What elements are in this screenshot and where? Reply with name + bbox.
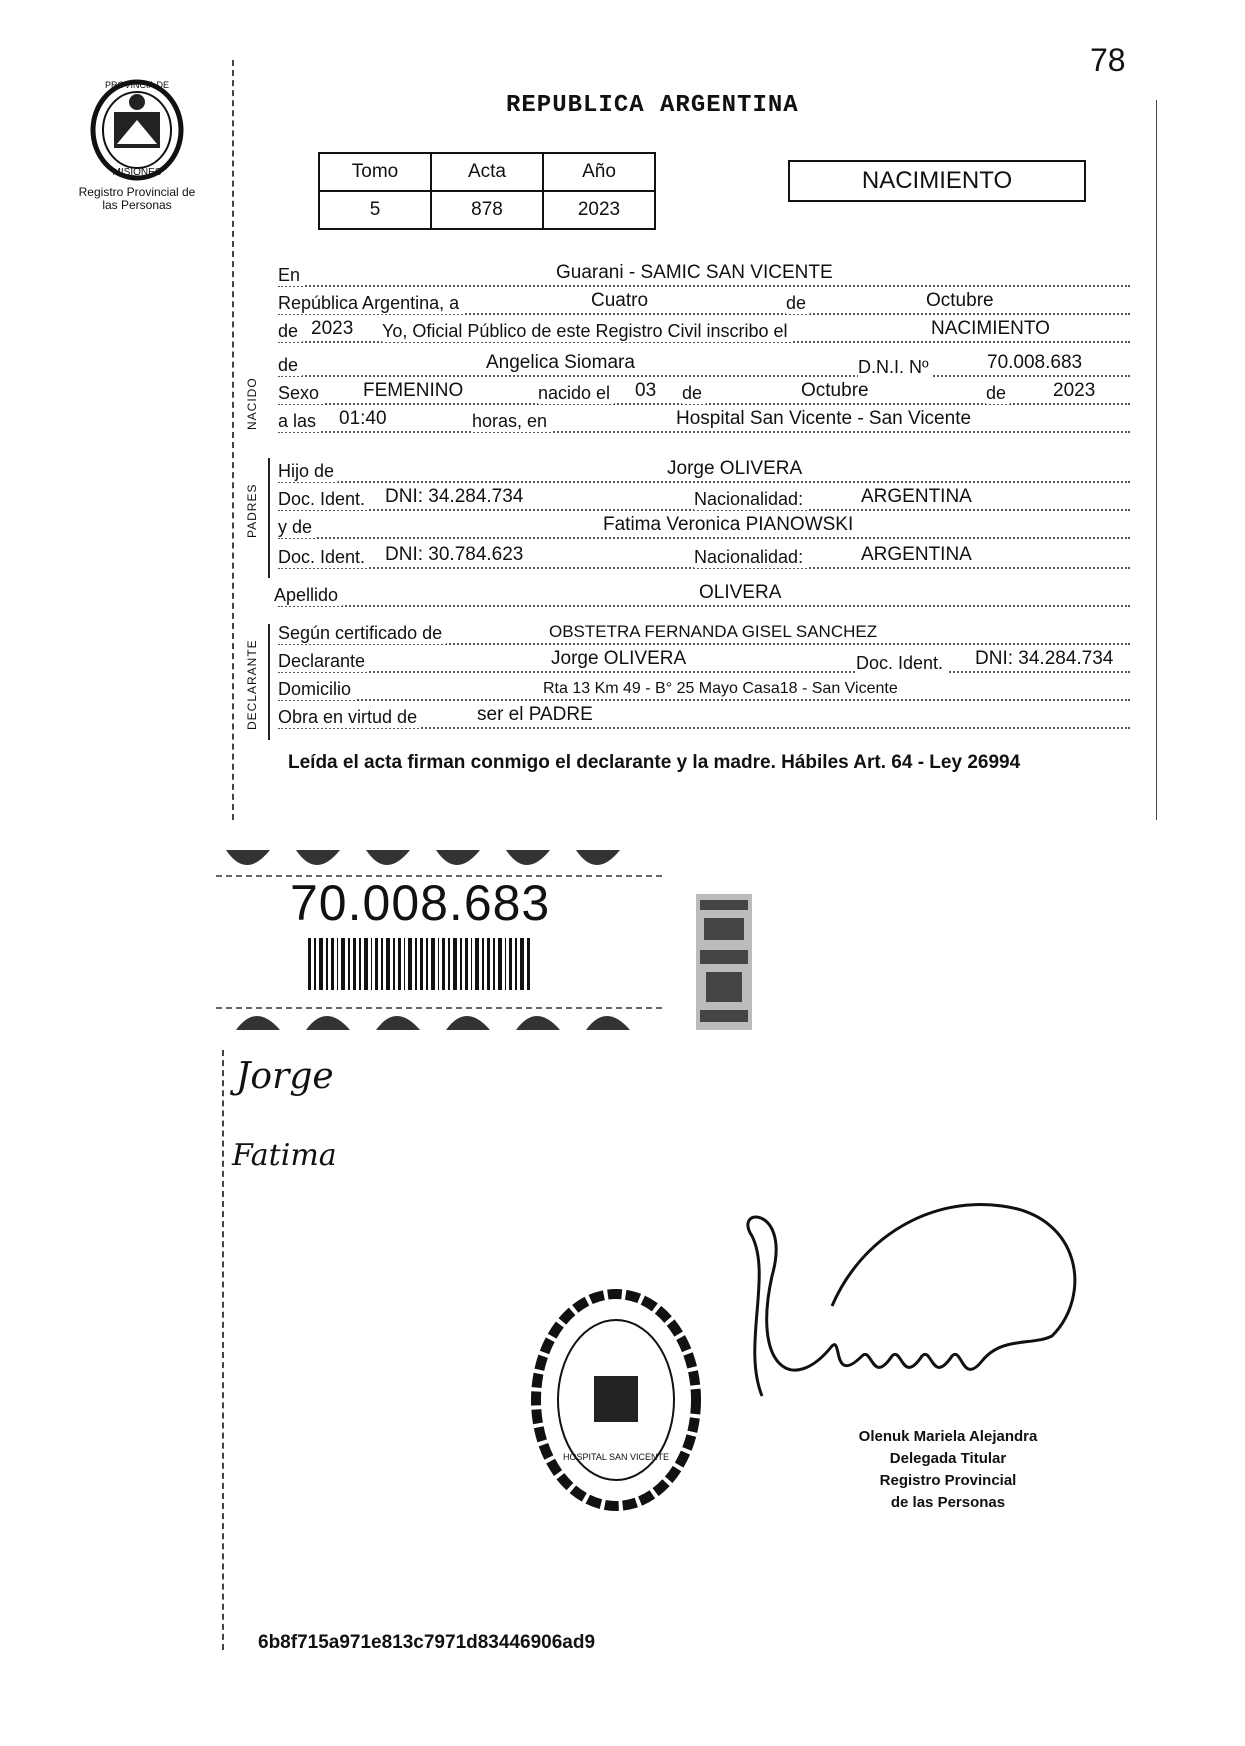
child-name-value: Angelica Siomara xyxy=(483,352,638,374)
row-republica xyxy=(278,290,1130,318)
child-dni-value: 70.008.683 xyxy=(984,352,1085,374)
doc-label-3: Doc. Ident. xyxy=(856,653,947,674)
official-seal-icon xyxy=(528,1284,704,1516)
row-sexo xyxy=(278,380,1130,408)
row-mother xyxy=(278,514,1130,542)
document-hash: 6b8f715a971e813c7971d83446906ad9 xyxy=(258,1632,596,1653)
official-signature-icon xyxy=(712,1196,1122,1440)
nacionalidad-label-2: Nacionalidad: xyxy=(694,547,807,568)
signature-declarante: Jorge xyxy=(236,1056,334,1097)
de-label-4: de xyxy=(682,383,706,404)
hijo-label: Hijo de xyxy=(278,461,338,482)
month-value: Octubre xyxy=(923,290,997,312)
row-dom xyxy=(278,680,1130,704)
row-name xyxy=(278,352,1130,380)
firmas-text: Leída el acta firman conmigo el declarante y la madre. Hábiles Art. 64 - Ley 26994 xyxy=(288,752,1021,773)
row-cert xyxy=(278,624,1130,648)
sexo-label: Sexo xyxy=(278,383,323,404)
row-hijo xyxy=(278,458,1130,486)
mother-doc-value: DNI: 30.784.623 xyxy=(382,544,526,566)
day-words-value: Cuatro xyxy=(588,290,651,312)
left-margin-line xyxy=(232,60,234,820)
row-en xyxy=(278,262,1130,290)
dni-label: D.N.I. Nº xyxy=(858,357,933,378)
yo-text: Yo, Oficial Público de este Registro Civil inscribo el xyxy=(382,321,792,342)
mother-value: Fatima Veronica PIANOWSKI xyxy=(600,514,856,536)
de-label-3: de xyxy=(278,355,302,376)
decl-value: Jorge OLIVERA xyxy=(548,648,689,670)
de-label-2: de xyxy=(278,321,302,342)
tomo-value: 5 xyxy=(319,191,431,229)
cert-label: Según certificado de xyxy=(278,623,446,644)
republica-label: República Argentina, a xyxy=(278,293,463,314)
en-label: En xyxy=(278,265,304,286)
row-mother-doc xyxy=(278,544,1130,572)
official-stamp-block xyxy=(828,1426,1068,1514)
dom-value: Rta 13 Km 49 - B° 25 Mayo Casa18 - San Vicente xyxy=(540,680,901,698)
decl-doc-value: DNI: 34.284.734 xyxy=(972,648,1116,670)
nacido-label: NACIDO xyxy=(245,377,259,430)
place-value: Guarani - SAMIC SAN VICENTE xyxy=(553,262,836,284)
obra-label: Obra en virtud de xyxy=(278,707,421,728)
right-margin-line xyxy=(1156,100,1157,820)
dom-label: Domicilio xyxy=(278,679,355,700)
apellido-label: Apellido xyxy=(274,585,342,606)
page-number: 78 xyxy=(1090,42,1126,78)
a-las-label: a las xyxy=(278,411,320,432)
acta-value: 878 xyxy=(431,191,543,229)
obra-value: ser el PADRE xyxy=(474,704,596,726)
mother-nat-value: ARGENTINA xyxy=(858,544,975,566)
row-yo xyxy=(278,318,1130,346)
official-role: Delegada Titular xyxy=(889,1450,1007,1467)
father-value: Jorge OLIVERA xyxy=(664,458,805,480)
reference-table xyxy=(318,152,656,230)
row-obra xyxy=(278,704,1130,732)
official-org-2: de las Personas xyxy=(890,1494,1006,1511)
row-hora xyxy=(278,408,1130,436)
year-value: 2023 xyxy=(308,318,356,340)
birth-day-value: 03 xyxy=(632,380,659,402)
row-father-doc xyxy=(278,486,1130,514)
record-type: NACIMIENTO xyxy=(788,160,1086,202)
doc-label: Doc. Ident. xyxy=(278,489,369,510)
father-nat-value: ARGENTINA xyxy=(858,486,975,508)
left-margin-line-lower xyxy=(222,1050,224,1650)
time-value: 01:40 xyxy=(336,408,390,430)
dni-bottom-border-icon xyxy=(216,1004,666,1034)
logo-caption: Registro Provincial de las Personas xyxy=(78,185,196,212)
doc-label-2: Doc. Ident. xyxy=(278,547,369,568)
svg-text:MISIONES: MISIONES xyxy=(112,167,162,178)
barcode-icon xyxy=(308,938,534,990)
padres-label: PADRES xyxy=(245,483,259,538)
de-label-5: de xyxy=(986,383,1010,404)
decl-label: Declarante xyxy=(278,651,369,672)
signature-madre: Fatima xyxy=(232,1138,337,1173)
header-tomo: Tomo xyxy=(319,153,431,191)
birth-month-value: Octubre xyxy=(798,380,872,402)
apellido-value: OLIVERA xyxy=(696,582,784,604)
dni-big-number: 70.008.683 xyxy=(290,875,551,931)
header-ano: Año xyxy=(543,153,655,191)
ano-value: 2023 xyxy=(543,191,655,229)
de-label: de xyxy=(786,293,810,314)
y-de-label: y de xyxy=(278,517,316,538)
birth-place-value: Hospital San Vicente - San Vicente xyxy=(673,408,974,430)
svg-text:PROVINCIA DE: PROVINCIA DE xyxy=(104,80,170,90)
page-title: REPUBLICA ARGENTINA xyxy=(506,92,799,119)
event-value: NACIMIENTO xyxy=(928,318,1053,340)
sexo-value: FEMENINO xyxy=(360,380,466,402)
provincial-seal-icon xyxy=(82,72,192,182)
row-apellido xyxy=(274,582,1130,610)
registry-logo xyxy=(72,72,202,212)
father-doc-value: DNI: 34.284.734 xyxy=(382,486,526,508)
official-org-1: Registro Provincial xyxy=(879,1472,1017,1489)
nacionalidad-label: Nacionalidad: xyxy=(694,489,807,510)
birth-year-value: 2023 xyxy=(1050,380,1098,402)
row-decl xyxy=(278,648,1130,676)
svg-text:HOSPITAL SAN VICENTE: HOSPITAL SAN VICENTE xyxy=(562,1452,670,1462)
official-name: Olenuk Mariela Alejandra xyxy=(858,1428,1038,1445)
security-hologram-icon xyxy=(696,894,752,1030)
header-acta: Acta xyxy=(431,153,543,191)
declarante-label: DECLARANTE xyxy=(245,639,259,730)
cert-value: OBSTETRA FERNANDA GISEL SANCHEZ xyxy=(546,622,880,642)
horas-label: horas, en xyxy=(472,411,551,432)
nacido-el-label: nacido el xyxy=(538,383,614,404)
